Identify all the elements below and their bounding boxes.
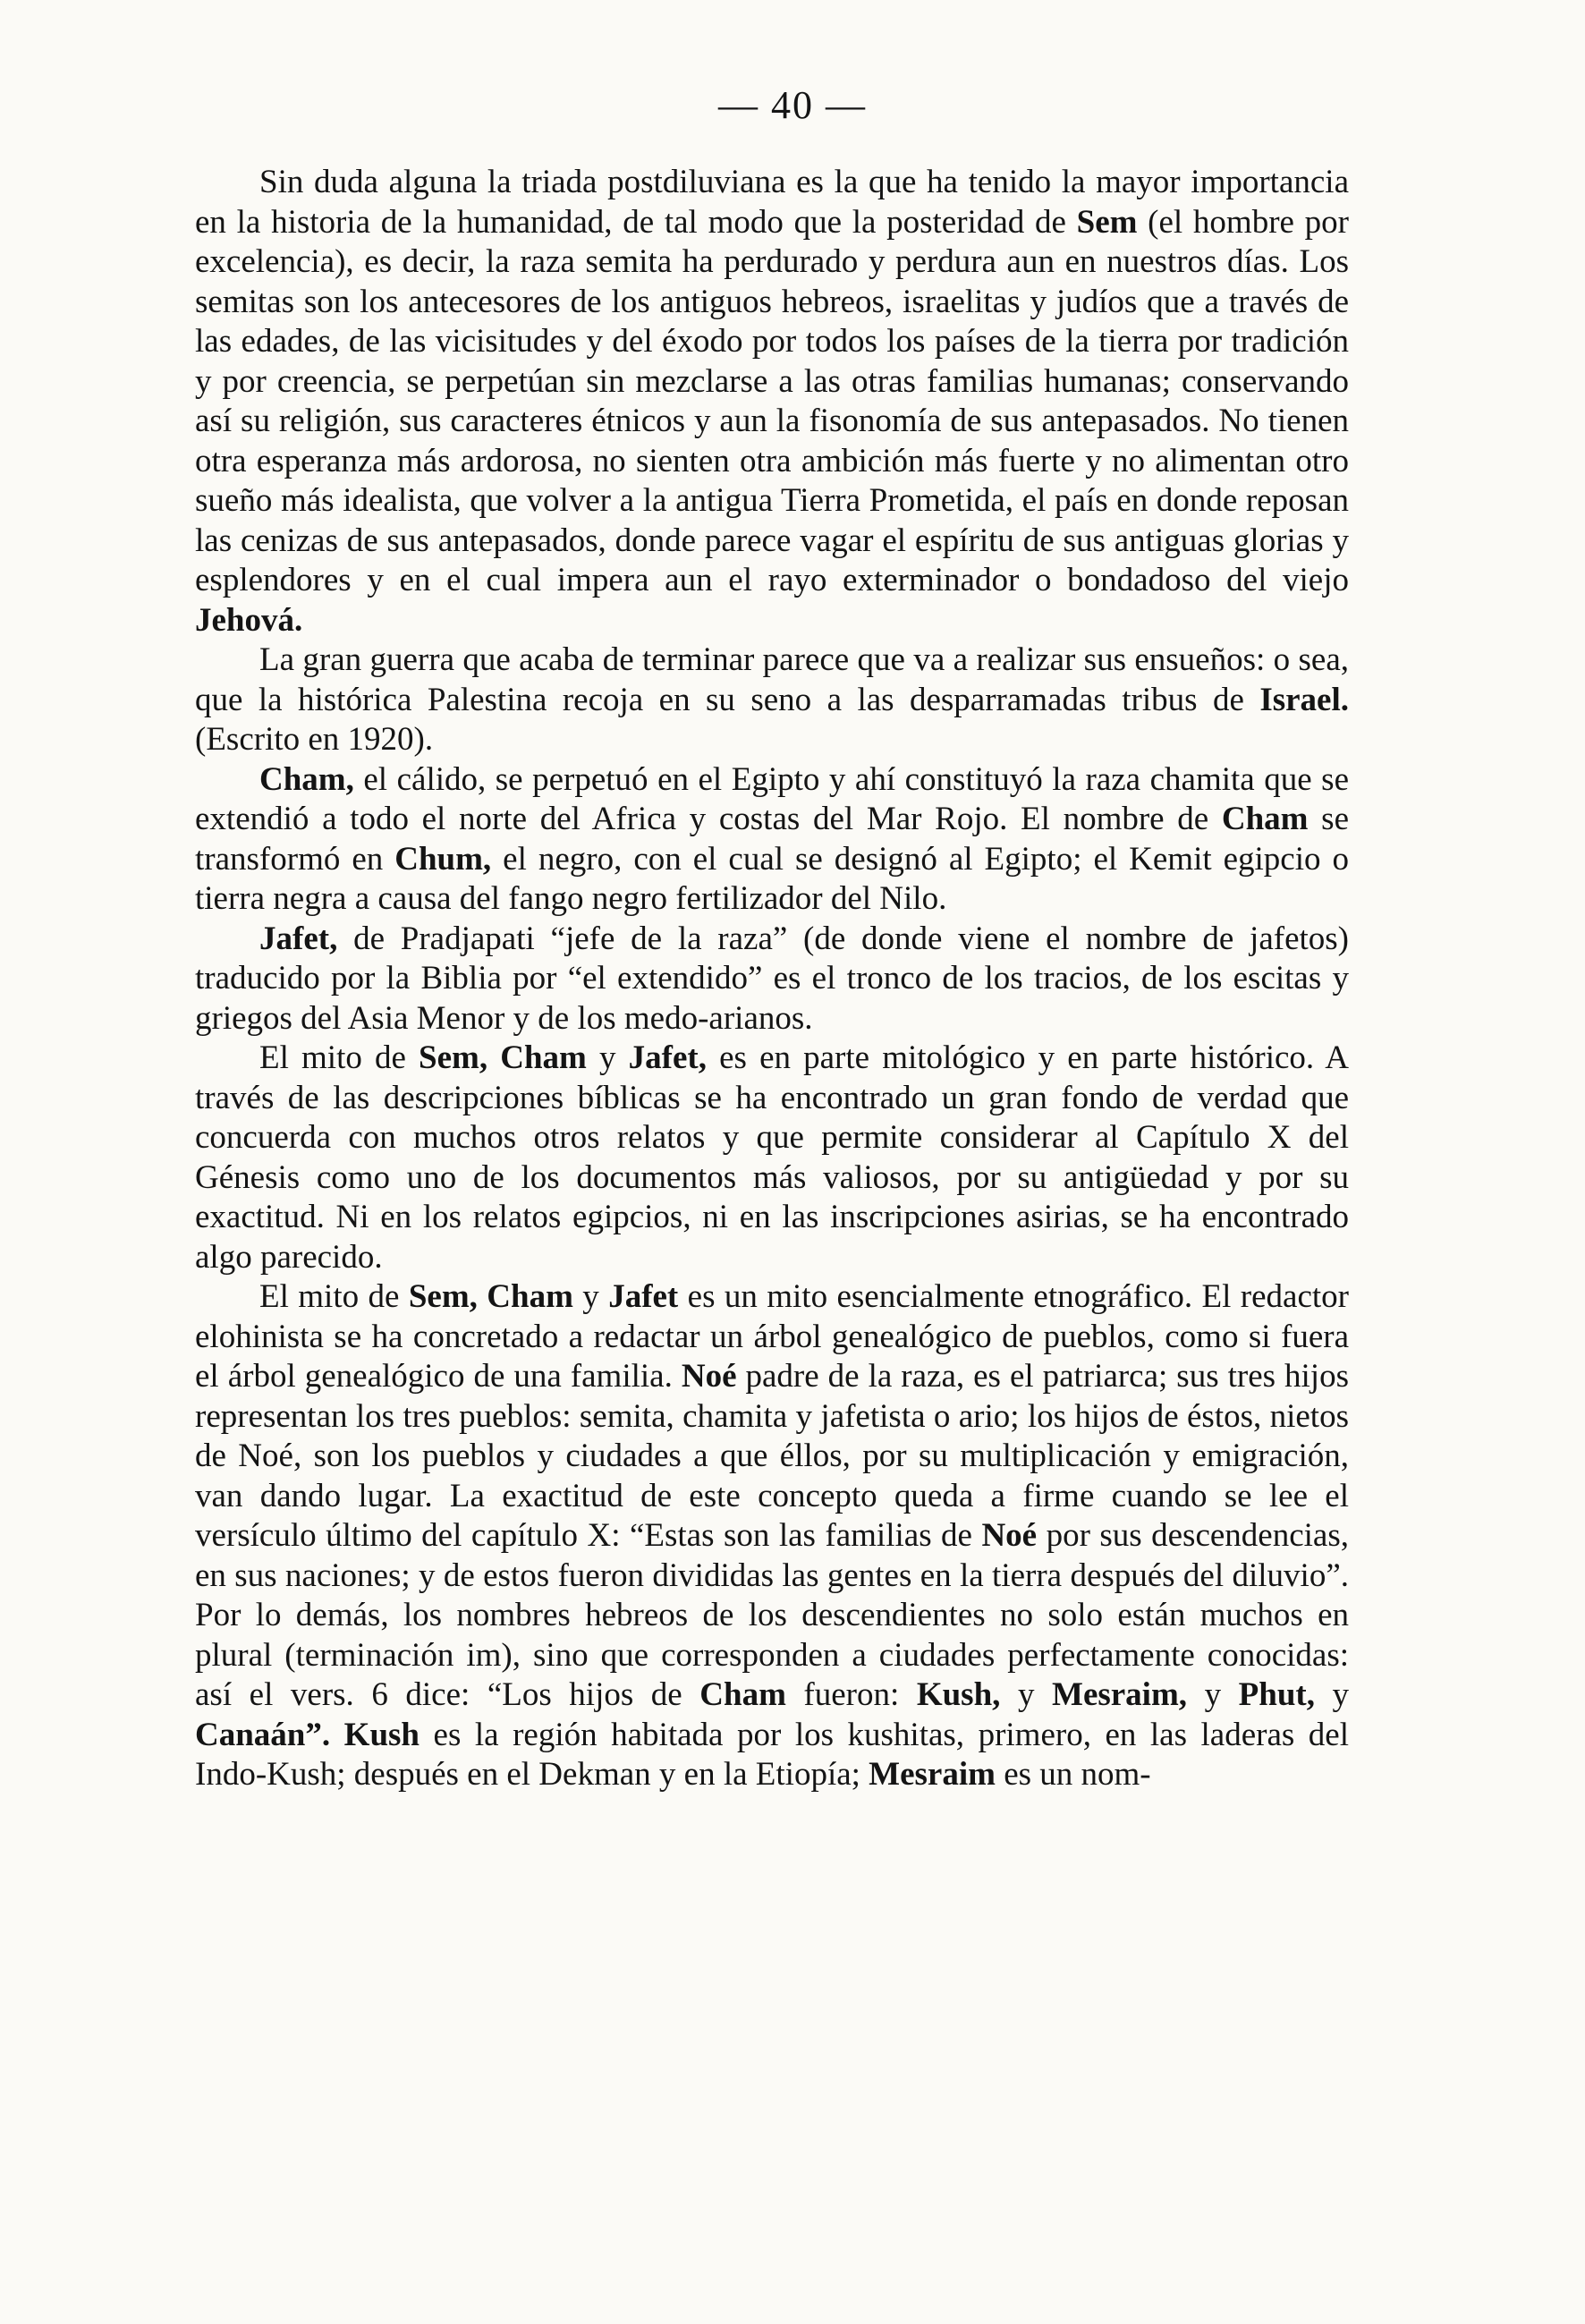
text-run: es un nom-: [995, 1756, 1151, 1793]
bold-name: Chum,: [394, 840, 492, 878]
bold-name: Noé: [681, 1358, 737, 1395]
bold-name: Jafet: [608, 1278, 679, 1315]
bold-name: Mesraim,: [1052, 1676, 1188, 1713]
bold-name: Cham,: [259, 760, 354, 798]
text-run: y: [1187, 1676, 1239, 1713]
bold-name: Mesraim: [869, 1756, 996, 1793]
text-run: y: [586, 1039, 629, 1076]
paragraph: [195, 163, 1349, 640]
bold-name: Kush: [343, 1716, 420, 1753]
bold-name: Israel.: [1259, 681, 1349, 718]
text-run: es un mito esencialmente etnográfico. El redactor elohinista se ha concretado a redactar un árbol genealógico de pueblos, como si fuera el árbol genealógico de una familia.: [195, 1278, 1349, 1395]
paragraph: [195, 640, 1349, 760]
text-run: [330, 1717, 344, 1753]
text-run: El mito de: [259, 1039, 420, 1076]
bold-name: Kush,: [916, 1676, 1001, 1713]
bold-name: Sem: [1076, 203, 1138, 241]
bold-name: Cham: [699, 1676, 786, 1713]
text-run: (Escrito en 1920).: [195, 721, 434, 758]
text-run: fueron:: [785, 1676, 917, 1713]
bold-name: Cham: [1221, 801, 1309, 837]
bold-name: Jehová.: [195, 601, 303, 639]
paragraph: [195, 1039, 1349, 1277]
text-run: se transformó en: [195, 801, 1349, 878]
bold-name: Canaán”.: [195, 1716, 331, 1753]
text-run: es en parte mitológico y en parte histórico. A través de las descripciones bíblicas se ha encontrado un gran fondo de verdad que concuerda con muchos otros relatos y que permite considerar al Capítulo X del Génesis como uno de los documentos más valiosos, por su antigüedad y por su exactitud. Ni en los relatos egipcios, ni en las inscripciones asirias, se ha encontrado algo parecido.: [195, 1039, 1349, 1276]
text-run: y: [572, 1278, 609, 1315]
bold-name: Jafet,: [259, 920, 338, 957]
text-run: El mito de: [259, 1278, 409, 1315]
bold-name: Sem, Cham: [419, 1039, 587, 1076]
bold-name: Phut,: [1238, 1676, 1315, 1713]
bold-name: Jafet,: [628, 1039, 707, 1076]
text-run: La gran guerra que acaba de terminar parece que va a realizar sus ensueños: o sea, que la histórica Palestina recoja en su seno a las desparramadas tribus de: [195, 641, 1349, 718]
text-run: y: [1000, 1676, 1053, 1713]
paragraph: [195, 1277, 1349, 1795]
text-run: y: [1314, 1676, 1350, 1713]
text-run: padre de la raza, es el patriarca; sus tres hijos representan los tres pueblos: semita, chamita y jafetista o ario; los hijos de éstos, nietos de Noé, son los pueblos y ciudades a que éllos, por su multiplicación y emigración, van dando lugar. La exactitud de este concepto queda a firme cuando se lee el versículo último del capítulo X: “Estas son las familias de: [195, 1358, 1349, 1554]
text-run: de Pradjapati “jefe de la raza” (de donde viene el nombre de jafetos) traducido por la Biblia por “el extendido” es el tronco de los tracios, de los escitas y griegos del Asia Menor y de los medo-arianos.: [195, 920, 1349, 1037]
body-text: [195, 163, 1349, 1795]
paragraph: [195, 920, 1349, 1039]
bold-name: Sem, Cham: [408, 1278, 573, 1315]
text-run: Sin duda alguna la triada postdiluviana es la que ha tenido la mayor importancia en la historia de la humanidad, de tal modo que la posteridad de: [195, 164, 1349, 241]
bold-name: Noé: [981, 1517, 1038, 1554]
text-run: por sus descendencias, en sus naciones; y de estos fueron divididas las gentes en la tierra después del diluvio”. Por lo demás, los nombres hebreos de los descendientes no solo están muchos en plural (terminación im), sino que corresponden a ciudades perfectamente conocidas: así el vers. 6 dice: “Los hijos de: [195, 1517, 1349, 1713]
page-number: — 40 —: [718, 83, 867, 127]
text-run: el negro, con el cual se designó al Egipto; el Kemit egipcio o tierra negra a causa del fango negro fertilizador del Nilo.: [195, 840, 1349, 917]
paragraph: [195, 760, 1349, 920]
text-run: es la región habitada por los kushitas, primero, en las laderas del Indo-Kush; después en el Dekman y en la Etiopía;: [195, 1716, 1350, 1793]
text-run: (el hombre por excelencia), es decir, la raza semita ha perdurado y perdura aun en nuestros días. Los semitas son los antecesores de los antiguos hebreos, israelitas y judíos que a través de las edades, de las vicisitudes y del éxodo por todos los países de la tierra por tradición y por creencia, se perpetúan sin mezclarse a las otras familias humanas; conservando así su religión, sus caracteres étnicos y aun la fisonomía de sus antepasados. No tienen otra esperanza más ardorosa, no sienten otra ambición más fuerte y no alimentan otro sueño más idealista, que volver a la antigua Tierra Prometida, el país en donde reposan las cenizas de sus antepasados, donde parece vagar el espíritu de sus antiguas glorias y esplendores y en el cual impera aun el rayo exterminador o bondadoso del viejo: [195, 203, 1349, 598]
text-run: el cálido, se perpetuó en el Egipto y ahí constituyó la raza chamita que se extendió a todo el norte del Africa y costas del Mar Rojo. El nombre de: [195, 760, 1349, 837]
